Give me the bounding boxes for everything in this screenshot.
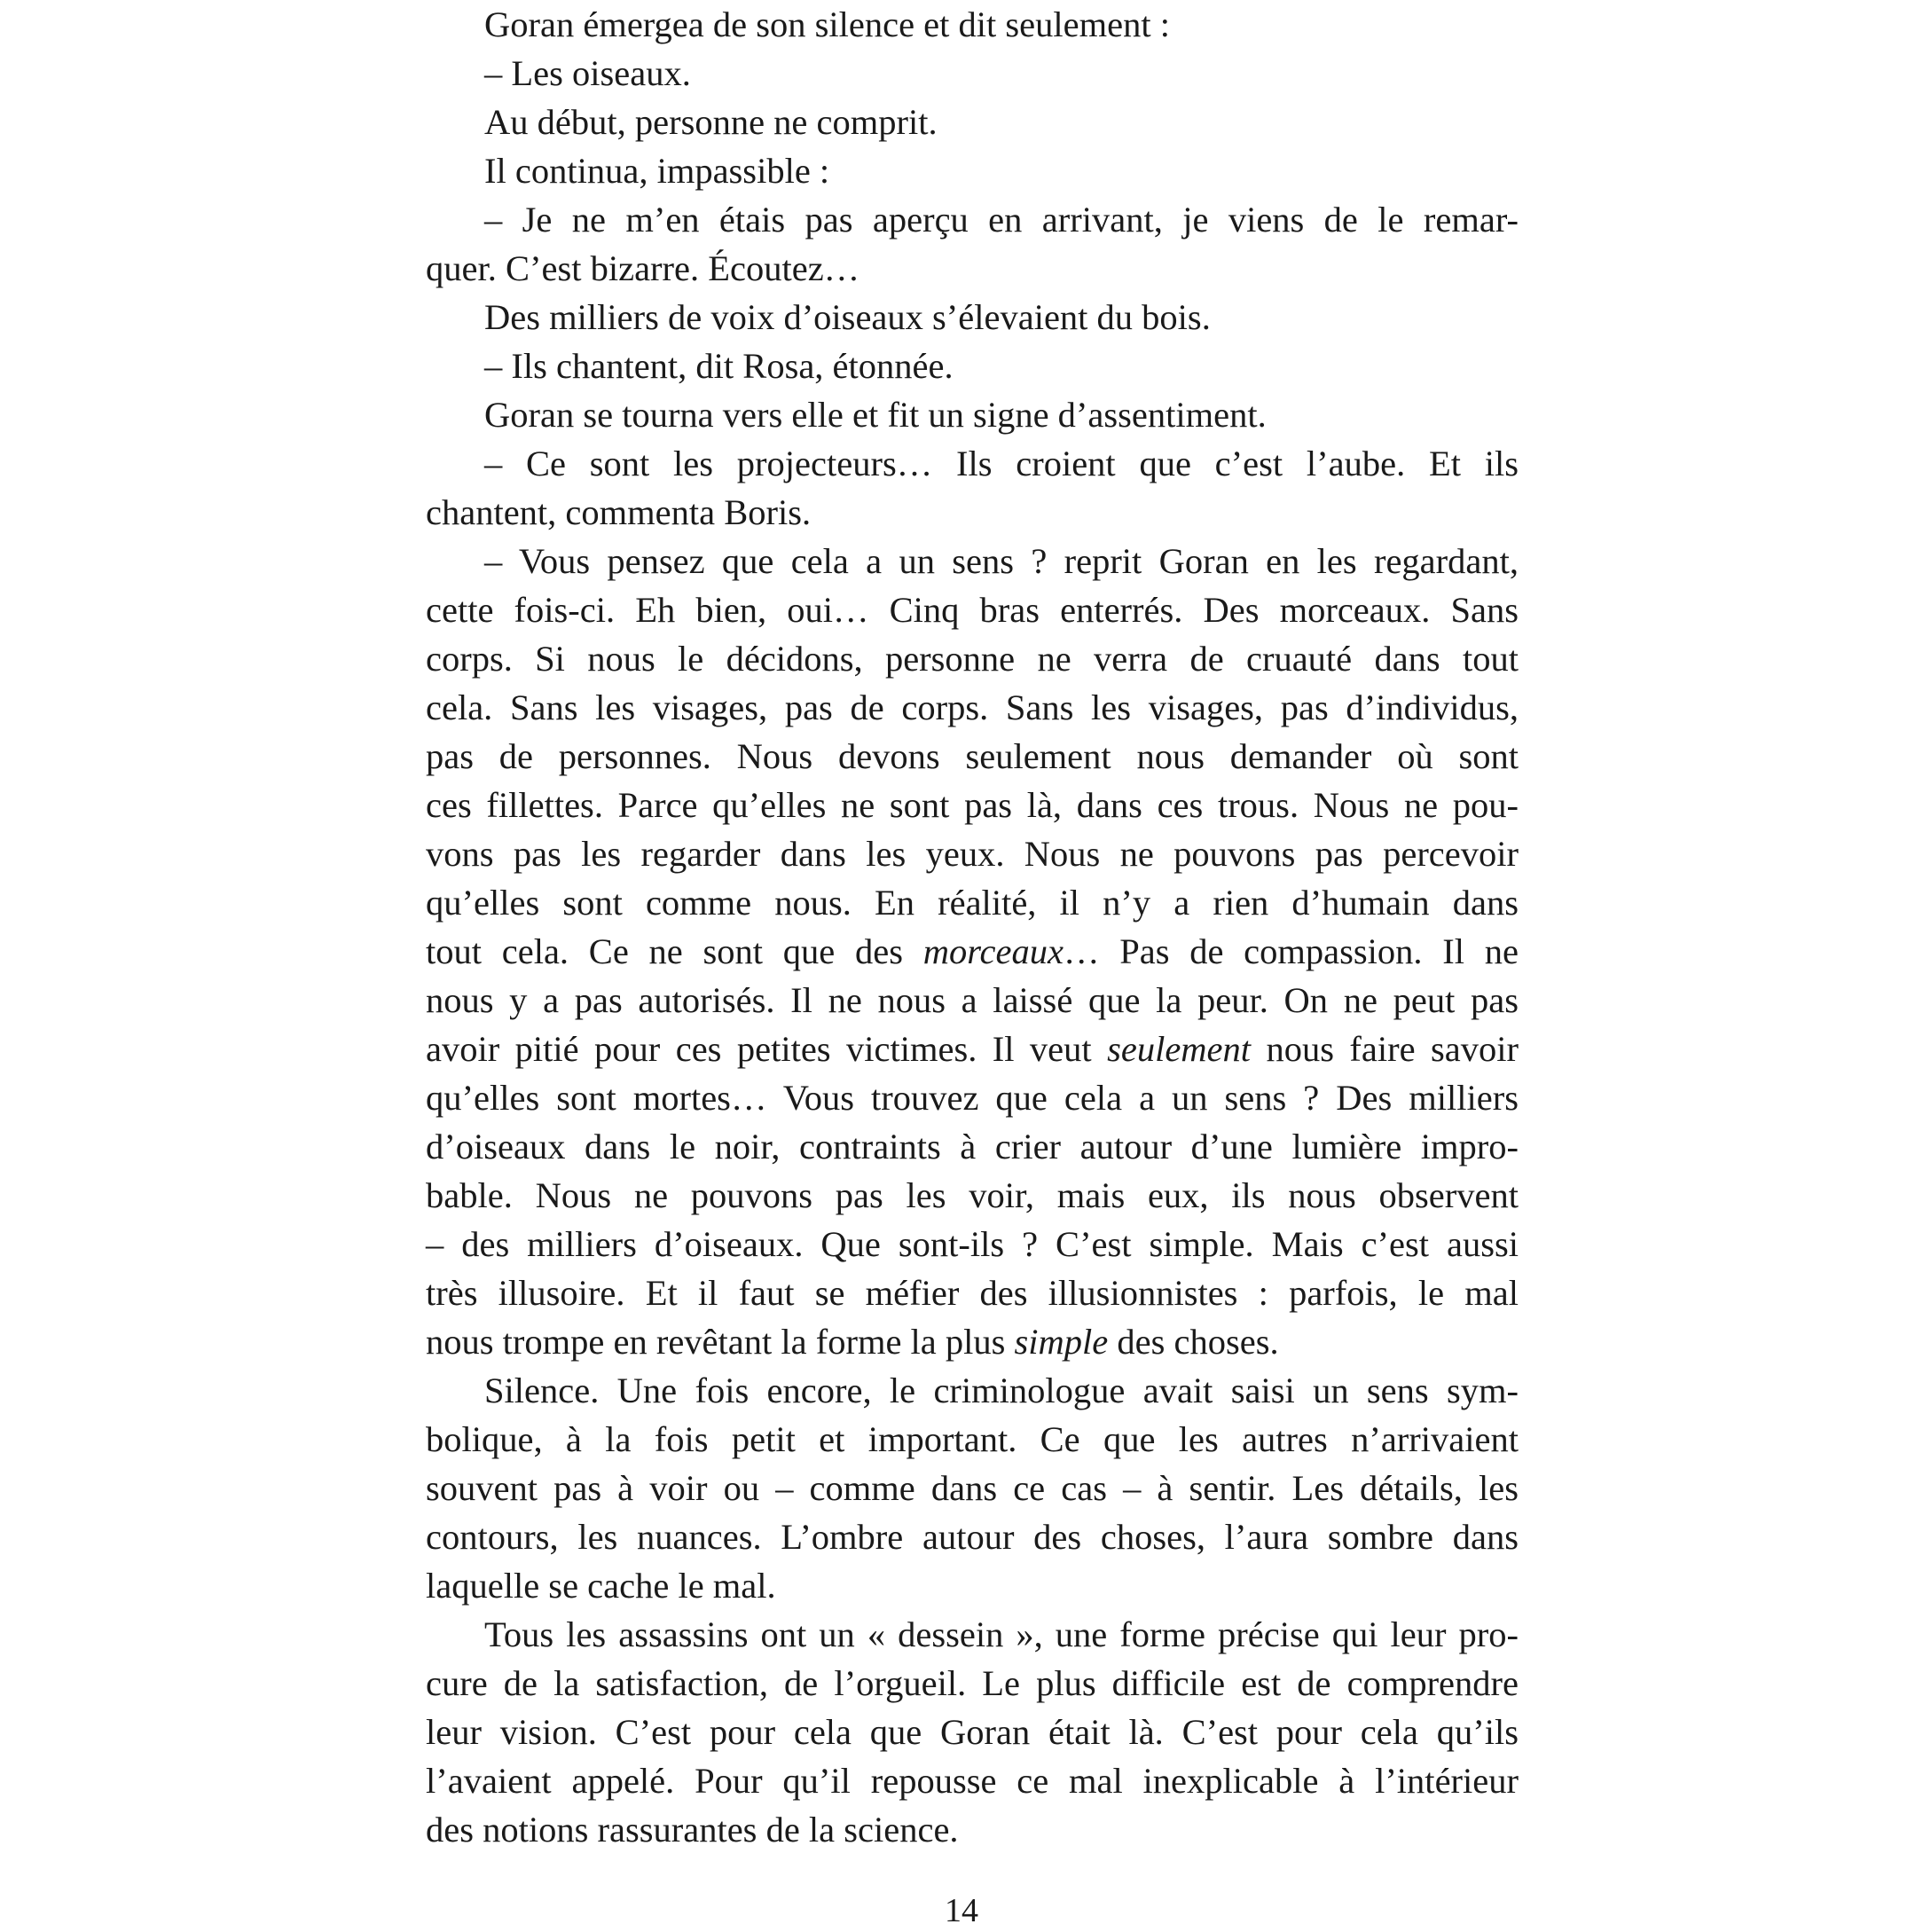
text-line: Des milliers de voix d’oiseaux s’élevaient du bois. (484, 297, 1211, 337)
text-line: – Vous pensez que cela a un sens ? reprit Goran en les regardant, (484, 541, 1519, 581)
text-line: ces fillettes. Parce qu’elles ne sont pas là, dans ces trous. Nous ne pou- (426, 785, 1519, 825)
text-line: – Ils chantent, dit Rosa, étonnée. (484, 346, 954, 386)
text-line: cette fois-ci. Eh bien, oui… Cinq bras enterrés. Des morceaux. Sans (426, 590, 1519, 630)
text-line: souvent pas à voir ou – comme dans ce cas – à sentir. Les détails, les (426, 1468, 1519, 1508)
page-number: 14 (945, 1892, 978, 1929)
text-line: cure de la satisfaction, de l’orgueil. Le plus difficile est de comprendre (426, 1663, 1519, 1703)
text-line: qu’elles sont mortes… Vous trouvez que cela a un sens ? Des milliers (426, 1078, 1519, 1118)
text-line: l’avaient appelé. Pour qu’il repousse ce mal inexplicable à l’intérieur (426, 1761, 1519, 1801)
text-line: qu’elles sont comme nous. En réalité, il n’y a rien d’humain dans (426, 883, 1519, 923)
text-line: Silence. Une fois encore, le criminologue avait saisi un sens sym- (484, 1370, 1519, 1410)
text-line: nous trompe en revêtant la forme la plus simple des choses. (426, 1322, 1279, 1362)
text-line: – Ce sont les projecteurs… Ils croient que c’est l’aube. Et ils (484, 444, 1519, 483)
text-line: – des milliers d’oiseaux. Que sont-ils ? C’est simple. Mais c’est aussi (426, 1224, 1519, 1264)
text-line: Tous les assassins ont un « dessein », une forme précise qui leur pro- (484, 1614, 1519, 1654)
text-line: leur vision. C’est pour cela que Goran était là. C’est pour cela qu’ils (426, 1712, 1519, 1752)
text-line: corps. Si nous le décidons, personne ne verra de cruauté dans tout (426, 639, 1519, 679)
text-line: très illusoire. Et il faut se méfier des illusionnistes : parfois, le mal (426, 1273, 1519, 1313)
text-line: vons pas les regarder dans les yeux. Nous ne pouvons pas percevoir (426, 834, 1519, 874)
text-line: d’oiseaux dans le noir, contraints à crier autour d’une lumière impro- (426, 1127, 1519, 1166)
text-line: Goran se tourna vers elle et fit un signe d’assentiment. (484, 395, 1267, 435)
text-line: cela. Sans les visages, pas de corps. Sans les visages, pas d’individus, (426, 687, 1519, 727)
text-line: des notions rassurantes de la science. (426, 1810, 959, 1850)
text-line: quer. C’est bizarre. Écoutez… (426, 248, 860, 288)
text-line: nous y a pas autorisés. Il ne nous a laissé que la peur. On ne peut pas (426, 980, 1519, 1020)
text-line: chantent, commenta Boris. (426, 492, 812, 532)
text-line: pas de personnes. Nous devons seulement nous demander où sont (426, 736, 1519, 776)
text-line: bable. Nous ne pouvons pas les voir, mais eux, ils nous observent (426, 1175, 1519, 1215)
text-line: contours, les nuances. L’ombre autour des choses, l’aura sombre dans (426, 1517, 1519, 1557)
book-page (426, 0, 1519, 1923)
text-line: – Les oiseaux. (484, 53, 691, 93)
text-line: avoir pitié pour ces petites victimes. Il veut seulement nous faire savoir (426, 1029, 1519, 1069)
text-line: Il continua, impassible : (484, 151, 830, 191)
text-line: – Je ne m’en étais pas aperçu en arrivant, je viens de le remar- (484, 200, 1519, 240)
text-line: Goran émergea de son silence et dit seulement : (484, 4, 1170, 44)
text-line: bolique, à la fois petit et important. Ce que les autres n’arrivaient (426, 1419, 1519, 1459)
text-line: laquelle se cache le mal. (426, 1566, 776, 1606)
text-line: tout cela. Ce ne sont que des morceaux… Pas de compassion. Il ne (426, 931, 1519, 971)
text-line: Au début, personne ne comprit. (484, 102, 938, 142)
